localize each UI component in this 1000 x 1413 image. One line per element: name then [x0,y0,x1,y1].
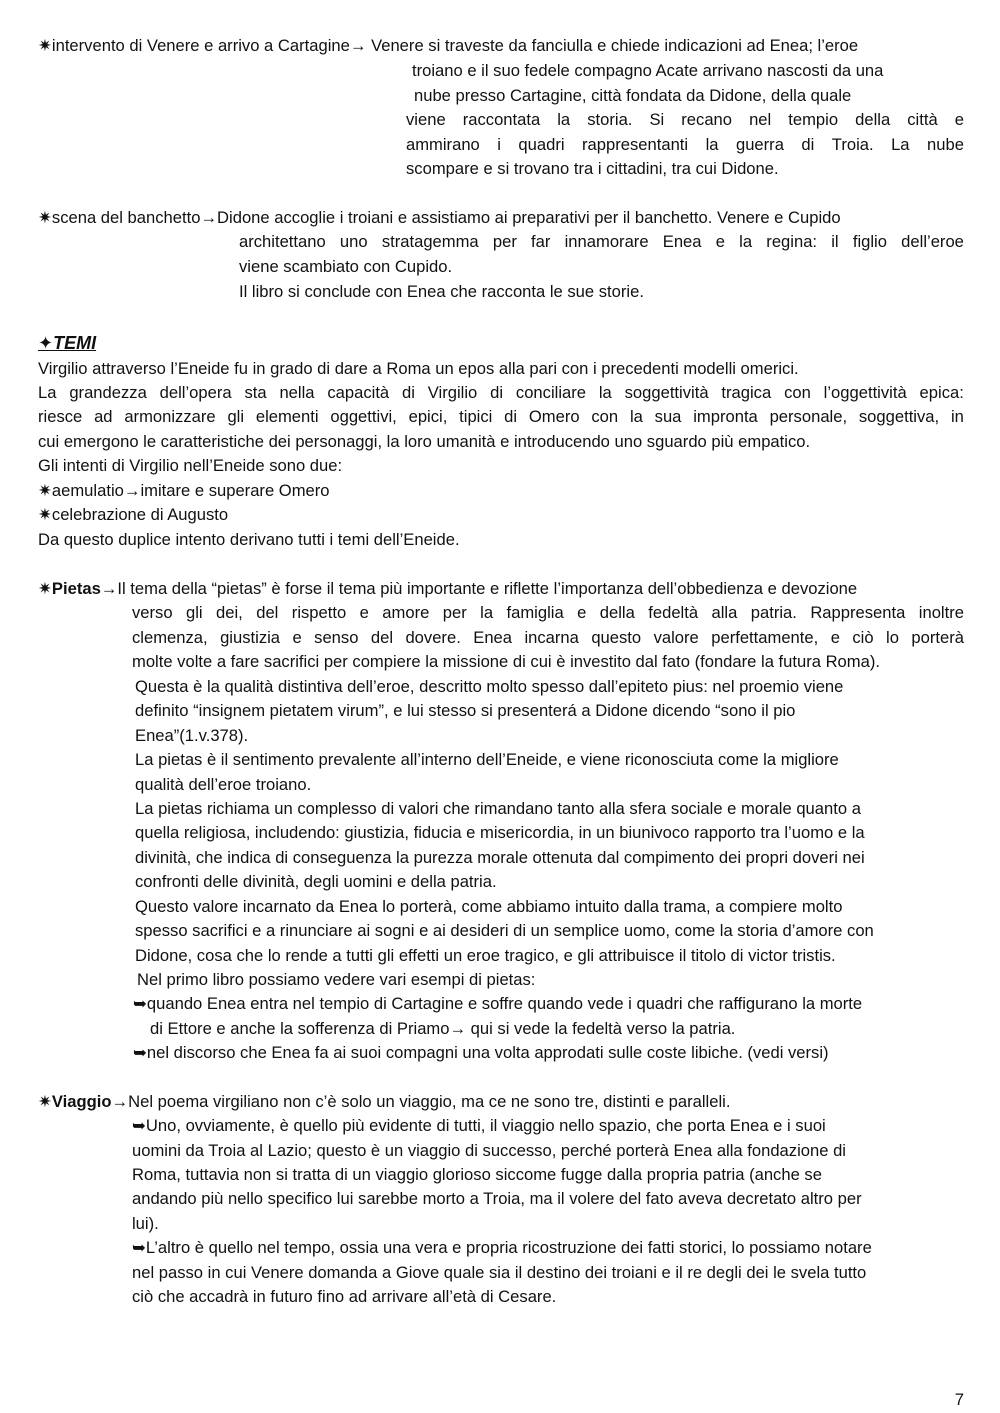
intent-item [38,479,330,504]
banchetto-line [239,230,964,255]
word: la [629,407,643,426]
pietas-line [132,626,964,651]
word: per [442,603,467,622]
temi-line [38,405,964,430]
viaggio-line: Roma, tuttavia non si tratta di un viaggio glorioso siccome fugge dalla propria patria (anche se [132,1165,822,1184]
word: questo [591,628,642,647]
word: rappresentanti [582,135,689,154]
word: grandezza [69,383,147,402]
pietas-example [133,992,862,1017]
word: Troia. [831,135,874,154]
bullet-icon: ✷ [38,1092,52,1111]
pietas-line: Nel primo libro possiamo vedere vari esempi di pietas: [137,970,536,989]
word: personale, [769,407,848,426]
word: sta [244,383,267,402]
banchetto-line: Il libro si conclude con Enea che racconta le sue storie. [239,282,644,301]
word: inoltre [918,603,964,622]
word: la [480,603,494,622]
viaggio-line: Uno, ovviamente, è quello più evidente di tutti, il viaggio nello spazio, che porta Enea e i suoi [145,1116,826,1135]
word: oggettivi, [330,407,397,426]
intent-text: celebrazione di Augusto [51,505,229,524]
temi-line: Virgilio attraverso l’Eneide fu in grado di dare a Roma un epos alla pari con i precedenti modelli omerici. [38,359,799,378]
pietas-line: Didone, cosa che lo rende a tutti gli effetti un eroe tragico, e gli attribuisce il titolo di victor tristis. [135,946,836,965]
word: ammirano [406,135,480,154]
banchetto-label: scena del banchetto [51,208,201,227]
temi-closing: Da questo duplice intento derivano tutti i temi dell’Eneide. [38,530,460,549]
word: gli [186,603,203,622]
viaggio-item [132,1236,872,1261]
bullet-icon: ✷ [38,481,52,500]
word: di [402,383,415,402]
word: famiglia [506,603,564,622]
word: patria. [750,603,797,622]
word: stratagemma [381,232,479,251]
word: e [715,232,725,251]
word: elementi [255,407,319,426]
pietas-line: quando Enea entra nel tempio di Cartagine e soffre quando vede i quadri che raffigurano la morte [146,994,863,1013]
word: nella [279,383,315,402]
temi-line [38,381,964,406]
word: i [497,135,501,154]
word: conciliare [515,383,586,402]
temi-line: Gli intenti di Virgilio nell’Eneide sono due: [38,456,343,475]
temi-line: cui emergono le caratteristiche dei personaggi, la loro umanità e introducendo uno sguardo più empatico. [38,432,811,451]
arrow-icon: → [100,579,118,598]
word: porterà [911,628,964,647]
viaggio-heading-line [38,1090,730,1115]
intent-text: aemulatio→imitare e superare Omero [51,481,330,500]
word: soggettività [624,383,709,402]
word: guerra [735,135,784,154]
word: in [950,407,964,426]
pietas-line: Il tema della “pietas” è forse il tema più importante e riflette l’importanza dell’obbedienza e devozione [117,579,858,598]
word: quadri [518,135,565,154]
word: La [891,135,910,154]
pietas-line: di Ettore e anche la sofferenza di Priamo→ qui si vede la fedeltà verso la patria. [150,1019,736,1038]
word: senso [314,628,359,647]
word: regina: [766,232,818,251]
venere-line: troiano e il suo fedele compagno Acate arrivano nascosti da una [412,61,884,80]
pietas-example [133,1041,829,1066]
pietas-line: Questa è la qualità distintiva dell’eroe, descritto molto spesso dall’epiteto pius: nel proemio viene [135,677,844,696]
banchetto-heading-line [38,206,841,231]
temi-heading-text: TEMI [53,333,97,353]
pietas-line: molte volte a fare sacrifici per compiere la missione di cui è investito dal fato (fondare la futura Roma). [132,652,880,671]
viaggio-item [132,1114,826,1139]
arrow-bullet-icon: ➥ [133,994,147,1013]
temi-heading [38,331,96,356]
word: architettano [239,232,326,251]
pietas-line: qualità dell’eroe troiano. [135,775,312,794]
word: alla [711,603,738,622]
bullet-icon: ✷ [38,505,52,524]
word: fedeltà [648,603,699,622]
word: e [359,603,369,622]
word: storia. [587,110,633,129]
bullet-icon: ✷ [38,579,52,598]
word: raccontata [462,110,541,129]
pietas-line: spesso sacrifici e a rinunciare ai sogni e ai desideri di un semplice uomo, come la storia d’amore con [135,921,874,940]
word: dell’opera [159,383,232,402]
word: Si [649,110,665,129]
word: dei, [216,603,243,622]
pietas-line: La pietas è il sentimento prevalente all’interno dell’Eneide, e viene riconosciuta come la migliore [135,750,839,769]
word: la [739,232,753,251]
word: epici, [408,407,448,426]
word: per [492,232,517,251]
word: riesce [38,407,83,426]
viaggio-line: uomini da Troia al Lazio; questo è un viaggio di successo, perché porterà Enea alla fondazione di [132,1141,846,1160]
arrow-bullet-icon: ➥ [132,1116,146,1135]
word: impronta [693,407,758,426]
word: amore [382,603,430,622]
pietas-line: La pietas richiama un complesso di valori che rimandano tanto alla sfera sociale e morale quanto a [135,799,861,818]
word: di [490,383,504,402]
venere-line [406,108,964,133]
word: Enea [662,232,702,251]
word: Omero [528,407,580,426]
word: verso [132,603,173,622]
venere-line: scompare e si trovano tra i cittadini, tra cui Didone. [406,159,779,178]
word: con [784,383,811,402]
word: clemenza, [132,628,208,647]
word: nube [927,135,964,154]
word: incarna [524,628,579,647]
word: di [504,407,518,426]
word: giustizia [220,628,281,647]
viaggio-label: Viaggio [51,1092,112,1111]
word: dovere. [405,628,461,647]
word: del [370,628,394,647]
word: Enea [473,628,513,647]
word: della [855,110,891,129]
pietas-line [132,601,964,626]
arrow-bullet-icon: ➥ [133,1043,147,1062]
pietas-line: Questo valore incarnato da Enea lo porterà, come abbiamo intuito dalla trama, a compiere molto [135,897,843,916]
word: innamorare [564,232,649,251]
banchetto-line: viene scambiato con Cupido. [239,257,453,276]
word: di [801,135,815,154]
word: viene [406,110,446,129]
word: la [557,110,571,129]
word: e [292,628,302,647]
word: tipici [459,407,493,426]
page-number: 7 [954,1390,964,1409]
word: città [907,110,938,129]
bullet-icon: ✷ [38,36,52,55]
viaggio-line: andando più nello specifico lui sarebbe morto a Troia, ma il volere del fato aveva decretato altro per [132,1189,862,1208]
venere-line: Venere si traveste da fanciulla e chiede indicazioni ad Enea; l’eroe [371,36,859,55]
pietas-line: quella religiosa, includendo: giustizia, fiducia e misericordia, in un biunivoco rapporto tra l’uomo e la [135,823,865,842]
pietas-line: definito “insignem pietatem virum”, e lui stesso si presenterá a Didone dicendo “sono il pio [135,701,796,720]
word: perfettamente, [711,628,819,647]
pietas-label: Pietas [51,579,101,598]
word: soggettiva, [858,407,940,426]
word: della [599,603,635,622]
viaggio-line: lui). [132,1214,159,1233]
word: con [591,407,619,426]
word: Virgilio [427,383,478,402]
arrow-icon: → [111,1092,129,1111]
word: uno [339,232,368,251]
arrow-bullet-icon: ➥ [132,1238,146,1257]
word: e [577,603,587,622]
word: Rappresenta [810,603,906,622]
word: lo [886,628,899,647]
diamond-icon: ✦ [38,333,54,353]
intent-item [38,503,228,528]
word: far [531,232,551,251]
arrow-icon: → [200,208,218,227]
word: gli [227,407,245,426]
word: e [830,628,840,647]
word: sua [654,407,682,426]
pietas-line: confronti delle divinità, degli uomini e della patria. [135,872,497,891]
word: il [831,232,839,251]
word: la [598,383,612,402]
arrow-icon: → [349,36,372,55]
word: dell’eroe [901,232,964,251]
word: epica: [919,383,964,402]
viaggio-line: nel passo in cui Venere domanda a Giove quale sia il destino dei troiani e il re degli dei le svela tutto [132,1263,867,1282]
word: recano [681,110,733,129]
word: rispetto [291,603,347,622]
pietas-heading-line [38,577,857,602]
venere-label: intervento di Venere e arrivo a Cartagine [51,36,350,55]
viaggio-line: Nel poema virgiliano non c’è solo un viaggio, ma ce ne sono tre, distinti e paralleli. [128,1092,731,1111]
venere-line [406,133,964,158]
word: nel [749,110,772,129]
word: la [705,135,719,154]
word: capacità [327,383,390,402]
viaggio-line: ciò che accadrà in futuro fino ad arrivare all’età di Cesare. [132,1287,557,1306]
word: ad [94,407,113,426]
word: e [954,110,964,129]
word: tempio [788,110,839,129]
word: l’oggettività [823,383,907,402]
pietas-line: divinità, che indica di conseguenza la purezza morale ottenuta dal compimento dei propri doveri nei [135,848,865,867]
word: tragica [721,383,772,402]
word: valore [653,628,699,647]
venere-heading-line [38,34,858,59]
pietas-line: nel discorso che Enea fa ai suoi compagni una volta approdati sulle coste libiche. (vedi versi) [146,1043,829,1062]
viaggio-line: L’altro è quello nel tempo, ossia una vera e propria ricostruzione dei fatti storici, lo possiamo notare [145,1238,872,1257]
pietas-line: Enea”(1.v.378). [135,726,249,745]
word: armonizzare [124,407,216,426]
word: del [256,603,279,622]
word: figlio [852,232,887,251]
bullet-icon: ✷ [38,208,52,227]
venere-line: nube presso Cartagine, città fondata da Didone, della quale [414,86,852,105]
word: ciò [852,628,874,647]
word: La [38,383,57,402]
banchetto-line: Didone accoglie i troiani e assistiamo ai preparativi per il banchetto. Venere e Cupido [217,208,841,227]
